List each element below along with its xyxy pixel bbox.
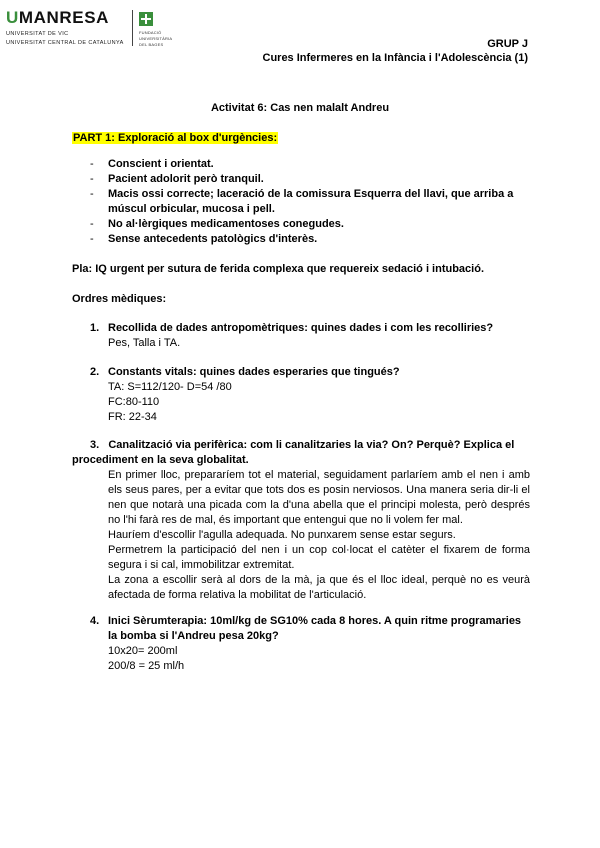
question-text: Inici Sèrumterapia: 10ml/kg de SG10% cada 8 hores. A quin ritme programaries la bomba si l'Andreu pesa 20kg? (108, 615, 522, 642)
orders-heading: Ordres mèdiques: (72, 293, 167, 305)
logo-subtitle-1: UNIVERSITAT DE VIC (6, 31, 69, 37)
answer-line: FR: 22-34 (108, 411, 157, 423)
answer-line: TA: S=112/120- D=54 /80 (108, 381, 232, 393)
logo-small-1: FUNDACIÓ (139, 30, 162, 35)
list-item: - Sense antecedents patològics d'interès. (90, 232, 530, 247)
logo-wordmark: UMANRESA (6, 8, 110, 27)
question-3 (72, 438, 530, 603)
question-text: Recollida de dades antropomètriques: quines dades i com les recolliries? (108, 322, 494, 334)
answer-paragraph: La zona a escollir serà al dors de la mà, ja que és el lloc ideal, perquè no es veurà afectada de forma relativa la mobilitat de l'articulació. (108, 574, 530, 601)
logo-name-rest: MANRESA (18, 8, 110, 27)
answer-paragraph: Permetrem la participació del nen i un cop col·locat el catèter el fixarem de forma segura i si cal, immobilitzar extremitat. (108, 544, 530, 571)
question-text-cont: procediment en la seva globalitat. (72, 454, 249, 466)
course-title: Cures Infermeres en la Infància i l'Adolescència (1) (262, 52, 528, 64)
question-number: 2. (90, 366, 100, 378)
question-4 (72, 614, 530, 674)
plan-text: Pla: IQ urgent per sutura de ferida complexa que requereix sedació i intubació. (72, 263, 485, 275)
question-number: 4. (90, 615, 100, 627)
answer-paragraph: Hauríem d'escollir l'agulla adequada. No punxarem sense estar segurs. (108, 529, 456, 541)
answer-line: 10x20= 200ml (108, 645, 178, 657)
exploration-list (90, 157, 530, 247)
list-item: - Pacient adolorit però tranquil. (90, 172, 530, 187)
list-item: - Macis ossi correcte; laceració de la comissura Esquerra del llavi, que arriba a múscul orbicular, mucosa i pell. (90, 187, 530, 217)
list-item: - Conscient i orientat. (90, 157, 530, 172)
logo-subtitle-2: UNIVERSITAT CENTRAL DE CATALUNYA (6, 40, 124, 46)
cross-logo-icon (139, 12, 153, 26)
answer-line: 200/8 = 25 ml/h (108, 660, 185, 672)
list-item: - No al·lèrgiques medicamentoses conegudes. (90, 217, 530, 232)
activity-title: Activitat 6: Cas nen malalt Andreu (210, 102, 390, 114)
part1-heading: PART 1: Exploració al box d'urgències: (73, 132, 278, 144)
answer-paragraph: En primer lloc, prepararíem tot el material, seguidament parlaríem amb el nen i amb els seus pares, per a evitar que tots dos es posin nerviosos. Una manera seria dir-li el nen que notarà una picada com la d'una abella que el principi molesta, però després no l'hi farà res de mal, és important que entengui que no li volem fer mal. (108, 469, 530, 526)
group-label: GRUP J (487, 38, 528, 50)
question-number: 3. (90, 439, 100, 451)
answer-line: FC:80-110 (108, 396, 160, 408)
question-text: Constants vitals: quines dades esperaries que tingués? (108, 366, 400, 378)
logo-small-2: UNIVERSITÀRIA (139, 36, 173, 41)
question-1 (72, 321, 530, 351)
question-2 (72, 365, 530, 425)
answer-line: Pes, Talla i TA. (108, 337, 181, 349)
logo-small-3: DEL BAGES (139, 42, 164, 47)
question-text: Canalització via perifèrica: com li canalitzaries la via? On? Perquè? Explica el (108, 439, 515, 451)
university-logo (6, 6, 176, 48)
logo-divider (132, 10, 133, 46)
question-number: 1. (90, 322, 100, 334)
